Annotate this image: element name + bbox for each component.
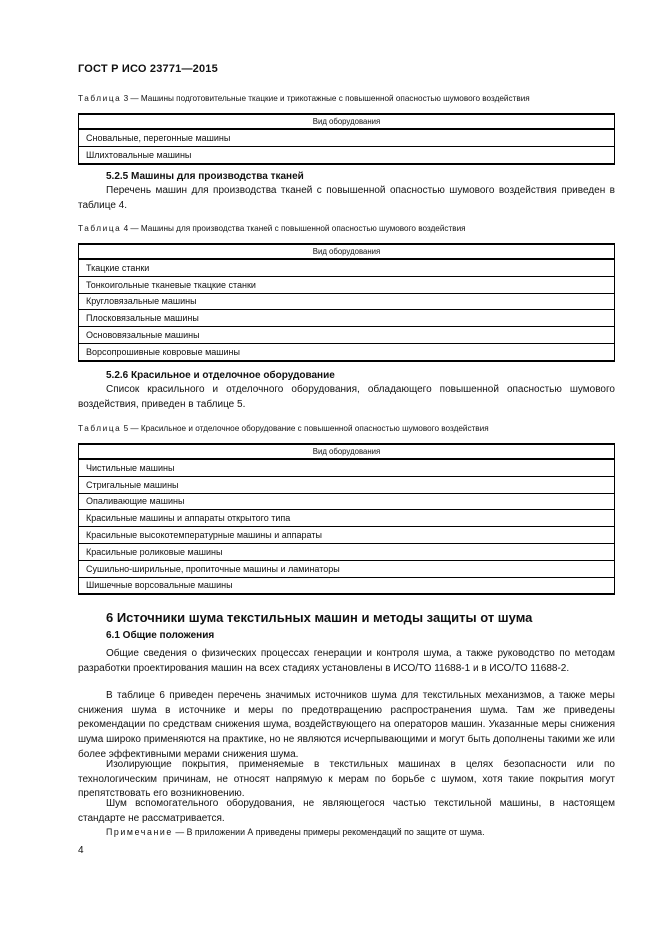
table5-column-header: Вид оборудования xyxy=(79,444,615,459)
page-number: 4 xyxy=(78,845,84,856)
table5-caption xyxy=(78,424,489,433)
table-row: Ворсопрошивные ковровые машины xyxy=(79,343,615,360)
table4-caption-text: 4 — Машины для производства тканей с повышенной опасностью шумового воздействия xyxy=(121,224,466,233)
table3-caption xyxy=(78,94,530,103)
table4-column-header: Вид оборудования xyxy=(79,244,615,259)
table4-caption-label: Таблица xyxy=(78,224,122,233)
table-row: Сушильно-ширильные, пропиточные машины и ламинаторы xyxy=(79,560,615,577)
section-5-2-5-text: Перечень машин для производства тканей с повышенной опасностью шумового воздействия приведен в таблице 4. xyxy=(78,185,615,211)
note xyxy=(106,827,485,837)
table-row: Основовязальные машины xyxy=(79,327,615,344)
table3-caption-label: Таблица xyxy=(78,94,122,103)
table4-caption xyxy=(78,224,466,233)
paragraph: Шум вспомогательного оборудования, не являющегося частью текстильной машины, в настоящем стандарте не рассматривается. xyxy=(78,798,615,824)
table-row: Ткацкие станки xyxy=(79,259,615,276)
table-row: Красильные высокотемпературные машины и аппараты xyxy=(79,527,615,544)
note-label: Примечание xyxy=(106,827,173,837)
section-6-title: 6 Источники шума текстильных машин и методы защиты от шума xyxy=(106,610,533,625)
table-row: Плосковязальные машины xyxy=(79,310,615,327)
table-row: Кругловязальные машины xyxy=(79,293,615,310)
paragraph: Изолирующие покрытия, применяемые в текстильных машинах в целях безопасности или по технологическим причинам, не относят напрямую к мерам по борьбе с шумом, хотя такие покрытия могут препятствовать его возникновению. xyxy=(78,759,615,800)
table5-caption-label: Таблица xyxy=(78,424,122,433)
table-row: Красильные машины и аппараты открытого типа xyxy=(79,510,615,527)
document-header: ГОСТ Р ИСО 23771—2015 xyxy=(78,63,218,75)
table5 xyxy=(78,443,615,595)
table3-column-header: Вид оборудования xyxy=(79,114,615,129)
table-row: Стригальные машины xyxy=(79,476,615,493)
table5-caption-text: 5 — Красильное и отделочное оборудование с повышенной опасностью шумового воздействия xyxy=(121,424,489,433)
paragraph: Общие сведения о физических процессах генерации и контроля шума, а также руководство по методам разработки проектирования машин на всех стадиях установлены в ИСО/ТО 11688-1 и в ИСО/ТО 11688-2. xyxy=(78,648,615,674)
table3 xyxy=(78,113,615,165)
table-row: Опаливающие машины xyxy=(79,493,615,510)
section-6-1-title: 6.1 Общие положения xyxy=(106,630,215,641)
section-5-2-5-title: 5.2.5 Машины для производства тканей xyxy=(106,171,304,182)
section-5-2-6-text: Список красильного и отделочного оборудования, обладающего повышенной опасностью шумового воздействия, приведен в таблице 5. xyxy=(78,384,615,410)
table-row: Чистильные машины xyxy=(79,459,615,476)
table-row: Красильные роликовые машины xyxy=(79,543,615,560)
table3-caption-text: 3 — Машины подготовительные ткацкие и трикотажные с повышенной опасностью шумового воздействия xyxy=(121,94,530,103)
table-row: Шишечные ворсовальные машины xyxy=(79,577,615,594)
section-5-2-6-title: 5.2.6 Красильное и отделочное оборудование xyxy=(106,370,335,381)
table-row: Тонкоигольные тканевые ткацкие станки xyxy=(79,276,615,293)
paragraph: В таблице 6 приведен перечень значимых источников шума для текстильных механизмов, а также меры снижения шума в источнике и меры по предотвращению распространения шума. Там же приведены рекомендации по средствам снижения шума, воздействующего на операторов машин. Указанные меры снижения шума широко применяются на практике, но не являются исчерпывающими и могут быть дополнены такими же или более эффективными мерами снижения шума. xyxy=(78,690,615,760)
table-row: Сновальные, перегонные машины xyxy=(79,129,615,146)
note-text: — В приложении А приведены примеры рекомендаций по защите от шума. xyxy=(172,827,485,837)
table4 xyxy=(78,243,615,362)
table-row: Шлихтовальные машины xyxy=(79,146,615,163)
